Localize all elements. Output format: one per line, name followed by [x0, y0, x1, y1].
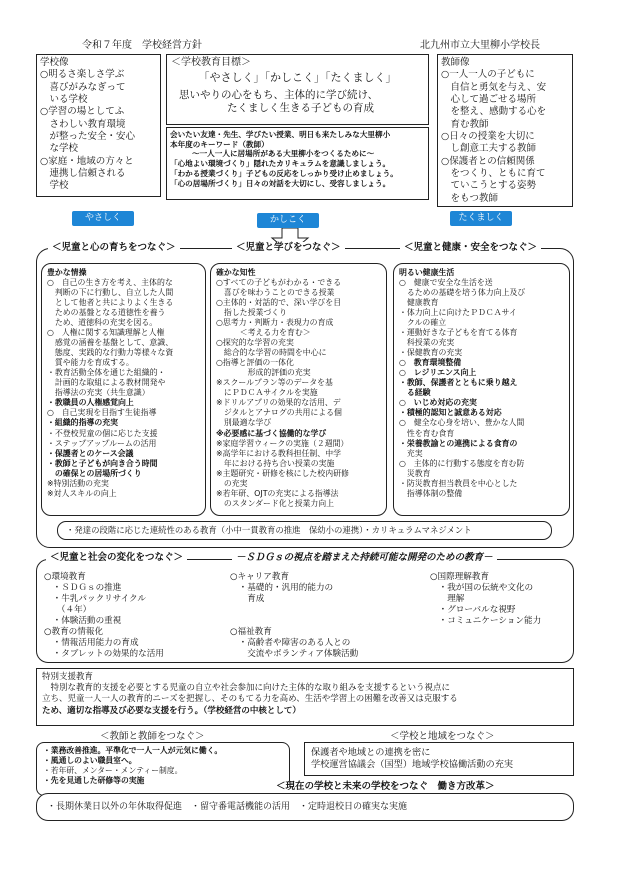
col1-lines-line: ・教師と子どもが向き合う時間 — [47, 458, 158, 468]
teacher-lines-line: 心して過ごせる場所 — [441, 94, 537, 106]
soc-c1-line: ○環境教育 — [44, 572, 86, 582]
col3-lines-line: ○ 主体的に行動する態度を育む防 — [399, 458, 525, 468]
school-image-box — [36, 54, 161, 197]
col1-lines-line: 質や能力を育成する。 — [47, 358, 134, 368]
col3-lines-line: ○ 健康で安全な生活を送 — [399, 278, 493, 288]
teachers-box — [36, 742, 290, 796]
teacher-lines-line: ○日々の授業を大切に — [441, 131, 535, 143]
col1-lines-line: ・不登校児童の個に応じた支援 — [47, 428, 158, 438]
community-line-0: 保護者や地域との連携を密に — [311, 747, 431, 758]
teacher-lines-line: ていこうとする姿勢 — [441, 180, 537, 192]
col3-lines-line: ・積極的認知と誠意ある対応 — [399, 408, 502, 418]
col1-lines-line: ※特別活動の充実 — [47, 478, 109, 488]
school-lines-line: ○家庭・地域の方々と — [40, 155, 134, 167]
special-support-box — [36, 668, 574, 726]
col1-box — [41, 263, 206, 516]
school-lines-line: 喜びがみなぎって — [40, 81, 126, 93]
teacher-lines-line: ○一人一人の子どもに — [441, 69, 535, 81]
soc-c2-line: 育成 — [230, 594, 265, 604]
col2-lines-line: 形成的評価の充実 — [216, 368, 311, 378]
col3-lines-line: ・体力向上に向けたＰＤＣＡサイ — [399, 308, 517, 318]
teacher-lines-line: を整え、感動する心を — [441, 106, 547, 118]
soc-c1-line: ・ＳＤＧｓの推進 — [44, 583, 122, 593]
col2-box — [210, 263, 387, 516]
col1-lines-line: ・組織的指導の充実 — [47, 418, 119, 428]
reform-text: ・長期休業日以外の年休取得促進 ・留守番電話機能の活用 ・定時退校日の確実な実施 — [47, 802, 408, 812]
goal-keywords: 「やさしく」「かしこく」「たくましく」 — [198, 70, 397, 84]
soc-c2-line: ・基礎的・汎用的能力の — [230, 583, 334, 593]
col3-lines-line: ○ レジリエンス向上 — [399, 368, 477, 378]
col2-lines-line: 別最適な学び — [216, 418, 272, 428]
continuity-bar — [57, 521, 552, 540]
society-col3 — [430, 572, 570, 627]
teachers-title: ＜教師と教師をつなぐ＞ — [96, 731, 209, 743]
teachers-line-3: ・先を見通した研修等の実施 — [43, 776, 145, 786]
col2-lines-line: ※ドリルアプリの効果的な活用、デ — [216, 398, 341, 408]
col3-lines-line: る経験 — [399, 388, 431, 398]
teacher-lines-line: をもつ教師 — [441, 192, 499, 204]
col2-lines-line: ○すべての子どもがわかる・できる — [216, 278, 342, 288]
col2-lines-line: ※若年研、OJTの充実による指導法 — [216, 488, 339, 498]
school-lines-line: が整った安全・安心 — [40, 131, 136, 143]
col1-lines-line: ・保護者とのケース会議 — [47, 448, 134, 458]
soc-c3-line: ○国際理解教育 — [430, 572, 490, 582]
sdgs-subtitle: －ＳＤＧｓの視点を踏まえた持続可能な開発のための教育－ — [232, 552, 497, 564]
soc-c2-line — [230, 605, 430, 616]
goal-line2: たくましく生きる子どもの育成 — [227, 102, 374, 115]
col1-title: ＜児童と心の育ちをつなぐ＞ — [48, 242, 180, 254]
goal-line1: 思いやりの心をもち、主体的に学び続け、 — [179, 89, 379, 102]
col1-lines-line: ため、道徳科の充実を図る。 — [47, 318, 158, 328]
soc-c1-line: ・情報活用能力の育成 — [44, 638, 139, 648]
soc-c3-line: ・我が国の伝統や文化の — [430, 583, 534, 593]
col2-lines-line: 総合的な学習の時間を中心に — [216, 348, 327, 358]
col3-lines-line: 健康教育 — [399, 298, 439, 308]
keyword-line-0: 会いたい友達・先生、学びたい授業、明日も来たしみな大里柳小 — [170, 130, 391, 139]
col1-lines-line: ・教育活動全体を通じた組織的・ — [47, 368, 166, 378]
goal-title: ＜学校教育目標＞ — [171, 57, 251, 68]
community-title: ＜学校と地域をつなぐ＞ — [386, 731, 499, 743]
col1-lines-line: ○ 自己実現を目指す生徒指導 — [47, 408, 157, 418]
teacher-image-box — [437, 54, 573, 207]
continuity-text: ・発達の段階に応じた連続性のある教育（小中一貫教育の推進 保幼小の連携）・カリキュラムマネジメント — [66, 525, 472, 535]
col2-lines-line: ※高学年における教科担任制、中学 — [216, 448, 341, 458]
keyword-box — [166, 127, 429, 200]
school-lines-line: 学校 — [40, 180, 69, 192]
col3-title: ＜児童と健康・安全をつなぐ＞ — [400, 242, 541, 254]
school-lines-line: ○明るさ楽しさ学ぶ — [40, 69, 125, 81]
teacher-lines-line: し創意工夫する教師 — [441, 143, 537, 155]
col3-lines-line: ・運動好きな子どもを育てる体育 — [399, 328, 518, 338]
reform-title: ＜現在の学校と未来の学校をつなぐ 働き方改革＞ — [272, 781, 499, 793]
col3-lines-line: クルの確立 — [399, 318, 447, 328]
col1-lines-line: ための基盤となる道徳性を養う — [47, 308, 166, 318]
col2-lines-line: ＜考える力を育む＞ — [216, 328, 311, 338]
col3-lines-line: 性を育む食育 — [399, 428, 455, 438]
year-title: 令和７年度 学校経営方針 — [82, 40, 202, 51]
col3-lines-line: ・教師、保護者とともに乗り越え — [399, 378, 518, 388]
keyword-line-4: 「わかる授業づくり」子どもの反応をしっかり受け止めましょう。 — [170, 168, 398, 178]
col2-lines-line: にＰＤＣＡサイクルを実施 — [216, 388, 318, 398]
col2-lines-line: ○主体的・対話的で、深い学びを目 — [216, 298, 342, 308]
col1-lines-line: の確保との居場所づくり — [47, 468, 142, 478]
special-line-2: ため、適切な指導及び必要な支援を行う。（学校経営の中核として） — [42, 705, 301, 716]
col3-box — [393, 263, 570, 516]
soc-c2-line: ・高齢者や障害のある人との — [230, 638, 351, 648]
col2-lines-line: ○思考力・判断力・表現力の育成 — [216, 318, 334, 328]
col3-lines-line: 明るい健康生活 — [399, 268, 455, 277]
col1-lines-line: 計画的な取組による教材開発や — [47, 378, 166, 388]
school-image-lines — [40, 69, 157, 192]
col2-title: ＜児童と学びをつなぐ＞ — [232, 242, 345, 254]
keyword-line-3: 「心地よい環境づくり」隠れたカリキュラムを意識しましょう。 — [170, 159, 391, 169]
teachers-line-2: ・若年研、メンター・メンティー制度。 — [43, 766, 183, 776]
col3-lines-line: ・保健教育の充実 — [399, 348, 463, 358]
col3-lines-line: ○ 健全な心身を培い、豊かな人間 — [399, 418, 525, 428]
teacher-lines-line: ○保護者との信頼関係 — [441, 155, 535, 167]
soc-c3-line: ・グローバルな視野 — [430, 605, 516, 615]
community-box — [304, 742, 574, 776]
teacher-lines-line: 育む教師 — [441, 118, 489, 130]
col1-lines-line: 指導法の充実（共生意識） — [47, 388, 150, 398]
soc-c3-line: ・コミュニケーション能力 — [430, 616, 542, 626]
soc-c2-line — [230, 616, 430, 627]
col1-lines-line: ○ 人権に関する知識理解と人権 — [47, 328, 165, 338]
keyword-line-2: ～一人一人に居場所がある大里柳小をつくるために～ — [192, 149, 375, 159]
col3-lines-line: ○ いじめ対応の充実 — [399, 398, 477, 408]
col3-lines-line: ○ 教育環境整備 — [399, 358, 462, 368]
col1-lines-line: として他者と共によりよく生きる — [47, 298, 174, 308]
pill-takumashiku: たくましく — [450, 211, 512, 226]
col3-lines-line: 災教育 — [399, 468, 431, 478]
soc-c1-line: ・牛乳パックリサイクル — [44, 594, 146, 604]
soc-c3-line: 理解 — [430, 594, 465, 604]
col3-lines-line: るための基礎を培う体力向上及び — [399, 288, 526, 298]
teacher-lines-line: 自信と勇気を与え、安 — [441, 81, 547, 93]
col1-lines-line: 判断の下に行動し、自立した人間 — [47, 288, 174, 298]
keyword-line-1: 本年度のキーワード（教師） — [170, 139, 269, 149]
col1-lines-line: 豊かな情操 — [47, 268, 87, 277]
col1-lines-line: 感覚の涵養を基盤として、意識、 — [47, 338, 174, 348]
soc-c1-line: ・体験活動の重視 — [44, 616, 122, 626]
col2-lines-line: 年における持ち合い授業の実施 — [216, 458, 335, 468]
soc-c1-line: （４年） — [44, 605, 92, 615]
col2-lines-line: ○探究的な学習の充実 — [216, 338, 294, 348]
soc-c2-line: 交流やボランティア体験活動 — [230, 649, 359, 659]
teacher-image-title: 教師像 — [441, 57, 470, 68]
col1-lines-line: ・教職員の人権感覚向上 — [47, 398, 134, 408]
community-line-1: 学校運営協議会（国型）地域学校協働活動の充実 — [311, 758, 514, 770]
keyword-line-5: 「心の居場所づくり」日々の対話を大切にし、受容しましょう。 — [170, 178, 391, 188]
special-title: 特別支援教育 — [42, 672, 94, 682]
col3-lines-line: 充実 — [399, 448, 423, 458]
soc-c2-line: ○キャリア教育 — [230, 572, 290, 582]
special-line-0: 特別な教育的支援を必要とする児童の自立や社会参加に向けた主体的な取り組みを支援するという視点に — [42, 683, 451, 694]
col1-lines-line: ○ 自己の生き方を考え、主体的な — [47, 278, 173, 288]
teacher-image-lines — [441, 69, 569, 205]
soc-c1-line: ・タブレットの効果的な活用 — [44, 649, 164, 659]
soc-c1-line: ○教育の情報化 — [44, 627, 104, 637]
school-lines-line: さわしい教育環境 — [40, 118, 126, 130]
goal-box — [166, 54, 429, 125]
school-lines-line: ○学習の場としてふ — [40, 106, 125, 118]
col2-lines-line: 喜びを味わうことのできる授業 — [216, 288, 335, 298]
school-lines-line: 連携し信頼される — [40, 168, 126, 180]
school-name: 北九州市立大里柳小学校長 — [420, 40, 540, 51]
col2-lines-line: ジタルとアナログの共用による個 — [216, 408, 342, 418]
society-title: ＜児童と社会の変化をつなぐ＞ — [46, 552, 187, 564]
society-col1 — [44, 572, 229, 660]
school-image-title: 学校像 — [40, 57, 69, 68]
col1-lines-line: ・ステップアップルームの活用 — [47, 438, 157, 448]
col2-lines-line: の充実 — [216, 478, 248, 488]
col2-lines-line: 指した授業づくり — [216, 308, 288, 318]
school-lines-line: な学校 — [40, 143, 79, 155]
col2-lines-line: 確かな知性 — [216, 268, 256, 277]
pill-kashikoku: かしこく — [257, 213, 319, 228]
special-line-1: 立ち、児童一人一人の教育的ニーズを把握し、そのもてる力を高め、生活や学習上の困難を改善又は克服する — [42, 694, 458, 705]
soc-c2-line: ○福祉教育 — [230, 627, 272, 637]
col2-lines-line: ○指導と評価の一体化 — [216, 358, 294, 368]
school-lines-line: いる学校 — [40, 94, 88, 106]
col3-lines-line: 科授業の充実 — [399, 338, 455, 348]
teachers-line-1: ・風通しのよい職員室へ。 — [43, 756, 137, 766]
reform-box — [36, 793, 574, 821]
col2-lines-line: ※必要感に基づく協働的な学び — [216, 428, 327, 438]
society-col2 — [230, 572, 430, 660]
teachers-line-0: ・業務改善推進。平準化で一人一人が元気に働く。 — [43, 746, 223, 755]
teacher-lines-line: をつくり、ともに育て — [441, 168, 546, 180]
col2-lines-line: ※スクールプラン等のデータを基 — [216, 378, 333, 388]
col2-lines-line: のスタンダード化と授業力向上 — [216, 498, 335, 508]
pill-yasashiku: やさしく — [72, 211, 134, 226]
col1-lines-line: ※対人スキルの向上 — [47, 488, 117, 498]
col3-lines-line: 指導体制の整備 — [399, 488, 463, 498]
col2-lines-line: ※主題研究・研修を核にした校内研修 — [216, 468, 349, 478]
col2-lines-line: ※家庭学習ウィークの実施（２週間） — [216, 438, 349, 448]
col1-lines-line: 態度、実践的な行動力等様々な資 — [47, 348, 174, 358]
col3-lines-line: ・防災教育担当教員を中心とした — [399, 478, 518, 488]
col3-lines-line: ・栄養教諭との連携による食育の — [399, 438, 518, 448]
